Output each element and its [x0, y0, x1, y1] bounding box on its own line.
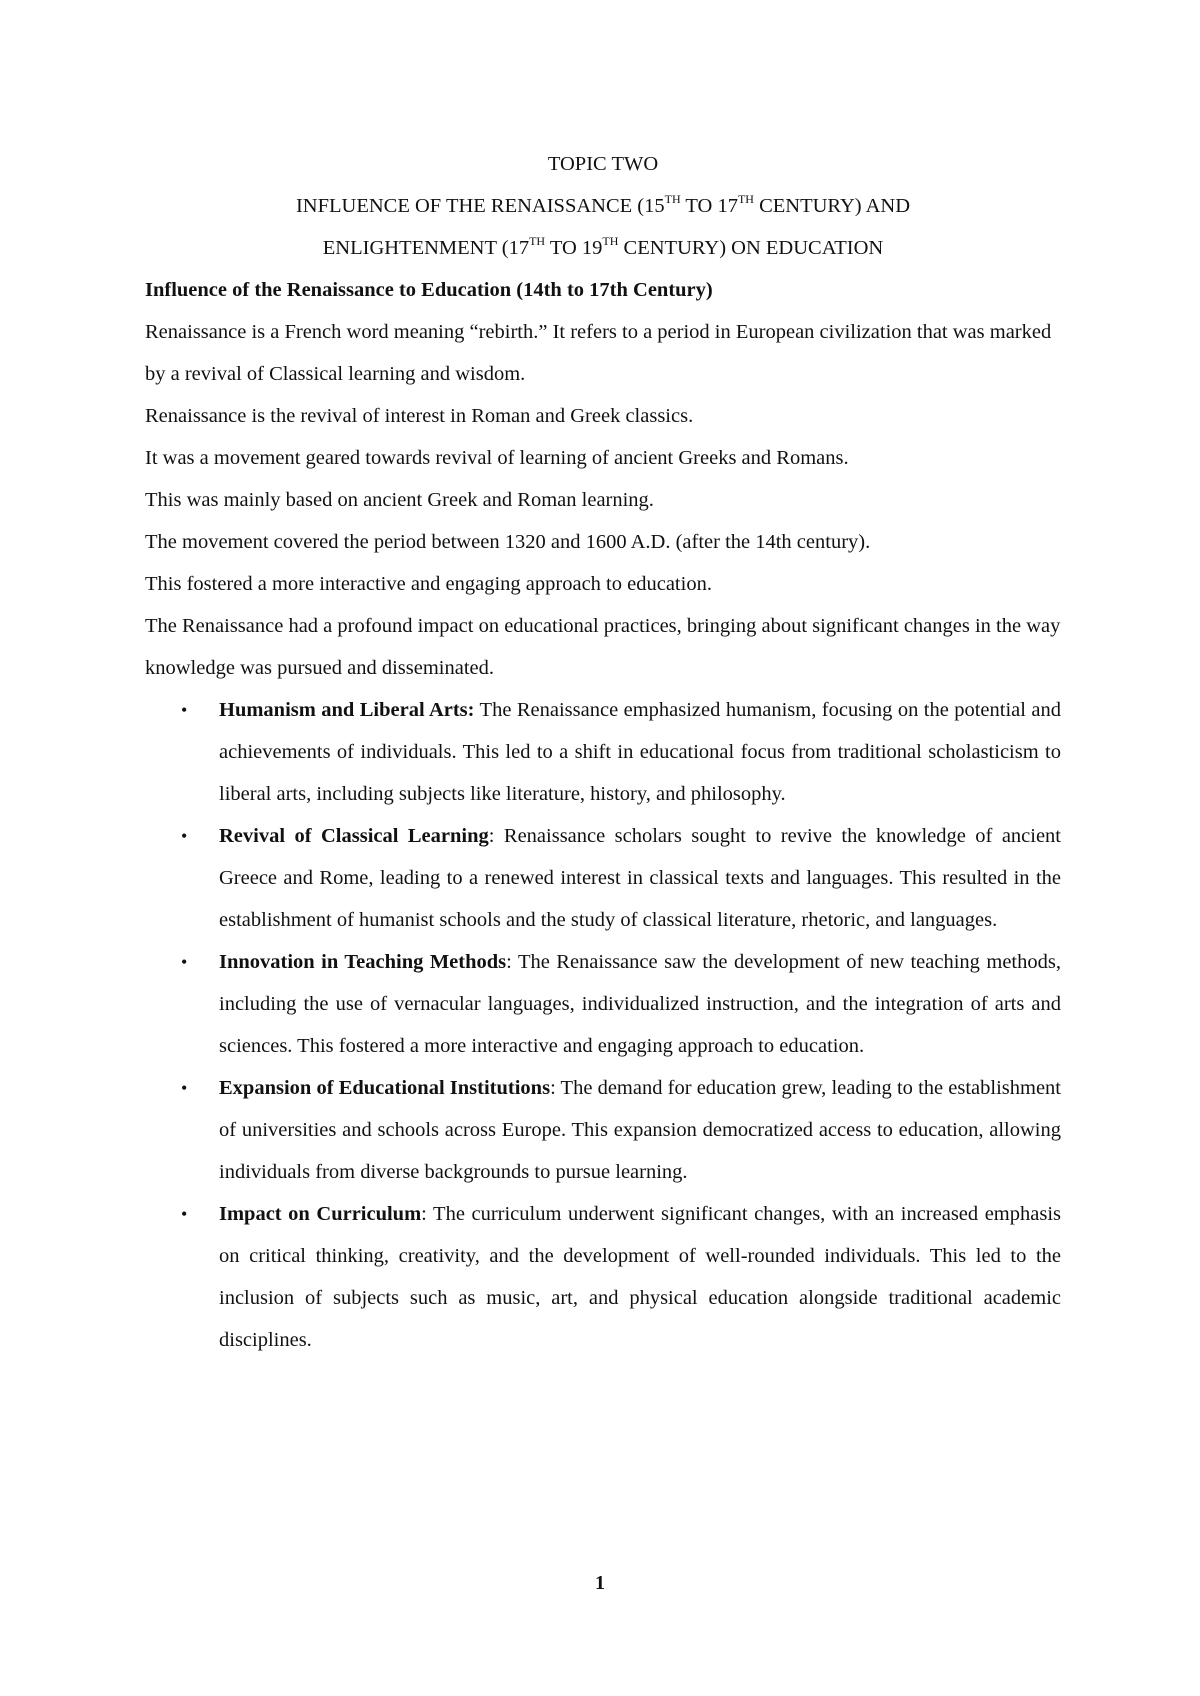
bullet-list — [145, 689, 1061, 1361]
list-item — [145, 689, 1061, 815]
title-line-2 — [145, 227, 1061, 269]
paragraph: This fostered a more interactive and engaging approach to education. — [145, 573, 712, 595]
bullet-icon: • — [181, 826, 188, 846]
paragraph: Renaissance is a French word meaning “rebirth.” It refers to a period in European civilization that was marked by a revival of Classical learning and wisdom. — [145, 321, 1052, 385]
paragraph: The Renaissance had a profound impact on educational practices, bringing about significant changes in the way knowledge was pursued and disseminated. — [145, 615, 1061, 679]
bullet-text: : The demand for education grew, leading to the establishment of universities and schools across Europe. This expansion democratized access to education, allowing individuals from diverse backgrounds to pursue learning. — [219, 1077, 1062, 1183]
topic-label: TOPIC TWO — [547, 153, 659, 175]
bullet-text: The Renaissance emphasized humanism, focusing on the potential and achievements of individuals. This led to a shift in educational focus from traditional scholasticism to liberal arts, including subjects like literature, history, and philosophy. — [219, 699, 1061, 805]
bullet-icon: • — [181, 1078, 188, 1098]
title-line-1-sup-1: TH — [664, 192, 681, 207]
bullet-term: Humanism and Liberal Arts: — [219, 699, 475, 721]
bullet-term: Expansion of Educational Institutions — [219, 1077, 551, 1099]
bullet-icon: • — [181, 952, 188, 972]
title-line-2-part-b: TO 19 — [545, 237, 603, 259]
title-line-2-part-c: CENTURY) ON EDUCATION — [618, 237, 884, 259]
title-line-2-part-a: ENLIGHTENMENT (17 — [322, 237, 530, 259]
bullet-term: Revival of Classical Learning — [219, 825, 489, 847]
title-line-1-part-b: TO 17 — [680, 195, 738, 217]
bullet-text: : Renaissance scholars sought to revive the knowledge of ancient Greece and Rome, leading to a renewed interest in classical texts and languages. This resulted in the establishment of humanist schools and the study of classical literature, rhetoric, and languages. — [219, 825, 1062, 931]
bullet-text: : The curriculum underwent significant changes, with an increased emphasis on critical thinking, creativity, and the development of well-rounded individuals. This led to the inclusion of subjects such as music, art, and physical education alongside traditional academic disciplines. — [219, 1203, 1061, 1351]
bullet-term: Innovation in Teaching Methods — [219, 951, 507, 973]
title-line-2-sup-2: TH — [602, 234, 619, 249]
bullet-icon: • — [181, 1204, 188, 1224]
document-title — [145, 143, 1061, 269]
list-item — [145, 941, 1061, 1067]
section-heading: Influence of the Renaissance to Education (14th to 17th Century) — [145, 279, 713, 301]
bullet-term: Impact on Curriculum — [219, 1203, 422, 1225]
list-item — [145, 1067, 1061, 1193]
page-number: 1 — [595, 1572, 605, 1594]
title-line-1 — [145, 185, 1061, 227]
title-line-1-part-a: INFLUENCE OF THE RENAISSANCE (15 — [295, 195, 665, 217]
list-item — [145, 1193, 1061, 1361]
document-body — [145, 143, 1061, 1361]
paragraph: Renaissance is the revival of interest in Roman and Greek classics. — [145, 405, 694, 427]
paragraph: It was a movement geared towards revival of learning of ancient Greeks and Romans. — [145, 447, 849, 469]
paragraph: The movement covered the period between 1320 and 1600 A.D. (after the 14th century). — [145, 531, 871, 553]
title-line-1-part-c: CENTURY) AND — [753, 195, 911, 217]
list-item — [145, 815, 1061, 941]
bullet-icon: • — [181, 700, 188, 720]
bullet-text: : The Renaissance saw the development of new teaching methods, including the use of vernacular languages, individualized instruction, and the integration of arts and sciences. This fostered a more interactive and engaging approach to education. — [219, 951, 1061, 1057]
title-line-1-sup-2: TH — [737, 192, 754, 207]
paragraph: This was mainly based on ancient Greek and Roman learning. — [145, 489, 654, 511]
title-line-2-sup-1: TH — [529, 234, 546, 249]
